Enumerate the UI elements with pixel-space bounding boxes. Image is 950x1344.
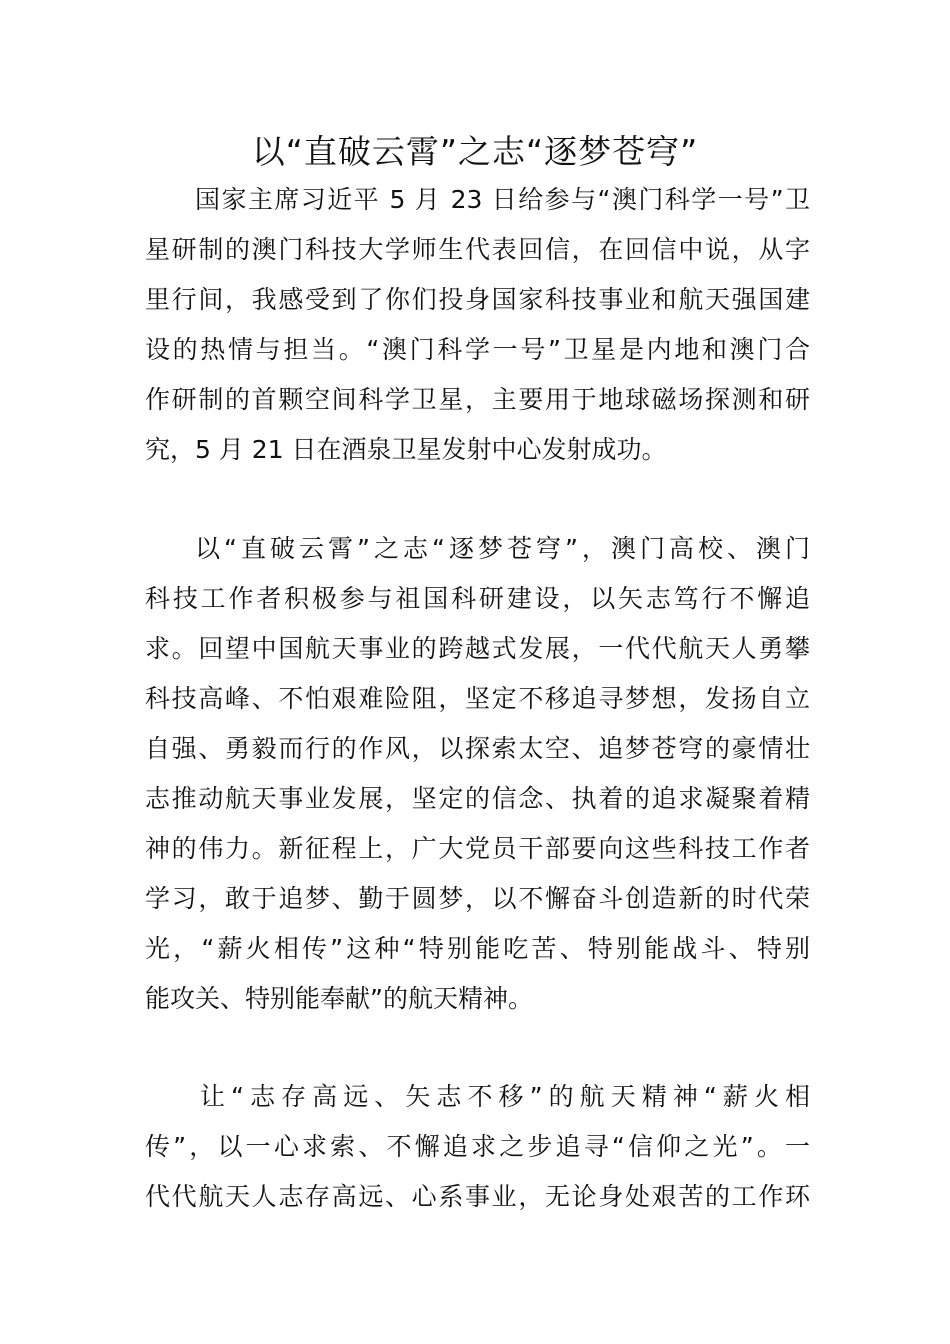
paragraph-1-line-2: 星研制的澳门科技大学师生代表回信，在回信中说，从字: [145, 235, 810, 264]
paragraph-2-line-1: 以“直破云霄”之志“逐梦苍穹”，澳门高校、澳门: [195, 534, 810, 563]
document-title: 以“直破云霄”之志“逐梦苍穹”: [251, 132, 699, 171]
paragraph-2-line-10: 能攻关、特别能奉献”的航天精神。: [145, 984, 533, 1013]
paragraph-1-line-6: 究，5 月 21 日在酒泉卫星发射中心发射成功。: [145, 435, 667, 464]
paragraph-2-line-2: 科技工作者积极参与祖国科研建设，以矢志笃行不懈追: [145, 584, 810, 613]
paragraph-1-line-3: 里行间，我感受到了你们投身国家科技事业和航天强国建: [145, 285, 810, 314]
paragraph-3-line-3: 代代航天人志存高远、心系事业，无论身处艰苦的工作环: [145, 1182, 810, 1211]
paragraph-3-line-1: 让“志存高远、矢志不移”的航天精神“薪火相: [200, 1082, 810, 1111]
paragraph-2-line-9: 光，“薪火相传”这种“特别能吃苦、特别能战斗、特别: [145, 934, 810, 963]
paragraph-1-line-4: 设的热情与担当。“澳门科学一号”卫星是内地和澳门合: [145, 335, 810, 364]
paragraph-2-line-7: 神的伟力。新征程上，广大党员干部要向这些科技工作者: [145, 834, 810, 863]
paragraph-2-line-3: 求。回望中国航天事业的跨越式发展，一代代航天人勇攀: [145, 634, 810, 663]
paragraph-2-line-4: 科技高峰、不怕艰难险阻，坚定不移追寻梦想，发扬自立: [145, 684, 810, 713]
paragraph-2-line-8: 学习，敢于追梦、勤于圆梦，以不懈奋斗创造新的时代荣: [145, 884, 810, 913]
paragraph-1-line-1: 国家主席习近平 5 月 23 日给参与“澳门科学一号”卫: [195, 185, 810, 214]
paragraph-3-line-2: 传”，以一心求索、不懈追求之步追寻“信仰之光”。一: [145, 1132, 810, 1161]
paragraph-2-line-6: 志推动航天事业发展，坚定的信念、执着的追求凝聚着精: [145, 784, 810, 813]
paragraph-1-line-5: 作研制的首颗空间科学卫星，主要用于地球磁场探测和研: [145, 385, 810, 414]
paragraph-2-line-5: 自强、勇毅而行的作风，以探索太空、追梦苍穹的豪情壮: [145, 734, 810, 763]
